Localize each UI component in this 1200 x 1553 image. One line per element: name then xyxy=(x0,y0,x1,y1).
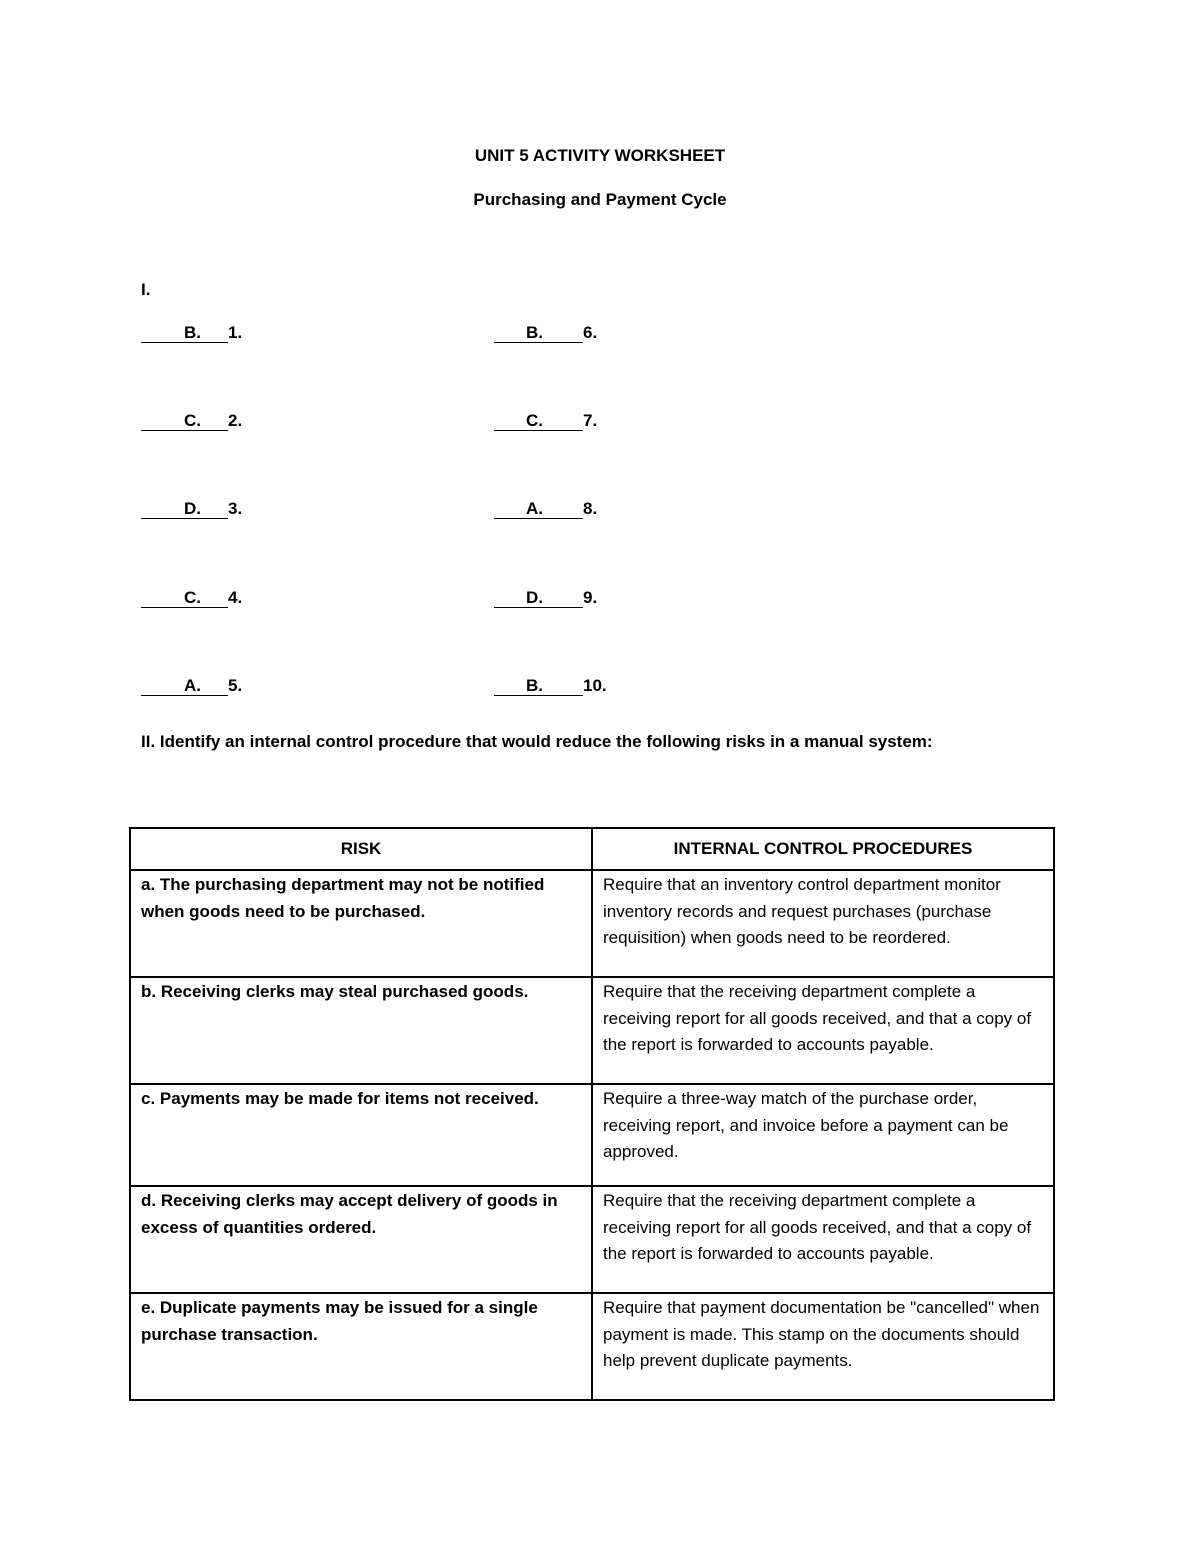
answer-value: C. xyxy=(184,588,201,607)
question-number: 9. xyxy=(583,588,598,607)
risk-control-table xyxy=(129,827,1055,1401)
control-cell[interactable]: Require that payment documentation be "cancelled" when payment is made. This stamp on the documents should help prevent duplicate payments. xyxy=(592,1293,1054,1400)
question-number: 7. xyxy=(583,411,598,430)
answer-blank[interactable] xyxy=(494,324,583,343)
answer-value: D. xyxy=(184,499,201,518)
answer-item-4 xyxy=(141,587,242,609)
answer-item-10 xyxy=(494,675,607,697)
table-row xyxy=(130,977,1054,1084)
section-2-label: II. Identify an internal control procedure that would reduce the following risks in a manual system: xyxy=(141,732,933,751)
worksheet-subtitle: Purchasing and Payment Cycle xyxy=(473,190,727,209)
table-row xyxy=(130,1293,1054,1400)
answer-item-7 xyxy=(494,410,597,432)
answer-value: B. xyxy=(526,323,543,342)
control-cell[interactable]: Require that an inventory control department monitor inventory records and request purchases (purchase requisition) when goods need to be reordered. xyxy=(592,870,1054,977)
answer-blank[interactable] xyxy=(141,500,228,519)
column-header-control: INTERNAL CONTROL PROCEDURES xyxy=(592,828,1054,870)
worksheet-title: UNIT 5 ACTIVITY WORKSHEET xyxy=(474,146,726,165)
answer-item-1 xyxy=(141,322,242,344)
answer-value: A. xyxy=(184,676,201,695)
table-header-row xyxy=(130,828,1054,870)
answer-value: C. xyxy=(184,411,201,430)
question-number: 4. xyxy=(228,588,243,607)
question-number: 8. xyxy=(583,499,598,518)
control-cell[interactable]: Require a three-way match of the purchase order, receiving report, and invoice before a payment can be approved. xyxy=(592,1084,1054,1186)
answer-value: B. xyxy=(526,676,543,695)
risk-cell: e. Duplicate payments may be issued for a single purchase transaction. xyxy=(130,1293,592,1400)
answer-blank[interactable] xyxy=(141,324,228,343)
control-cell[interactable]: Require that the receiving department complete a receiving report for all goods received, and that a copy of the report is forwarded to accounts payable. xyxy=(592,977,1054,1084)
answer-item-8 xyxy=(494,498,597,520)
risk-cell: a. The purchasing department may not be notified when goods need to be purchased. xyxy=(130,870,592,977)
answer-item-9 xyxy=(494,587,597,609)
question-number: 10. xyxy=(583,676,607,695)
table-row xyxy=(130,870,1054,977)
table-row xyxy=(130,1186,1054,1293)
answer-blank[interactable] xyxy=(141,677,228,696)
answer-item-2 xyxy=(141,410,242,432)
column-header-risk: RISK xyxy=(130,828,592,870)
risk-cell: d. Receiving clerks may accept delivery of goods in excess of quantities ordered. xyxy=(130,1186,592,1293)
question-number: 1. xyxy=(228,323,243,342)
control-cell[interactable]: Require that the receiving department complete a receiving report for all goods received, and that a copy of the report is forwarded to accounts payable. xyxy=(592,1186,1054,1293)
table-row xyxy=(130,1084,1054,1186)
answer-blank[interactable] xyxy=(494,412,583,431)
question-number: 3. xyxy=(228,499,243,518)
answer-blank[interactable] xyxy=(494,677,583,696)
answer-value: D. xyxy=(526,588,543,607)
question-number: 6. xyxy=(583,323,598,342)
risk-cell: b. Receiving clerks may steal purchased goods. xyxy=(130,977,592,1084)
answer-value: C. xyxy=(526,411,543,430)
answer-blank[interactable] xyxy=(494,500,583,519)
answer-blank[interactable] xyxy=(141,412,228,431)
answer-value: A. xyxy=(526,499,543,518)
answer-item-6 xyxy=(494,322,597,344)
section-1-label: I. xyxy=(141,280,151,299)
risk-cell: c. Payments may be made for items not received. xyxy=(130,1084,592,1186)
answer-blank[interactable] xyxy=(494,589,583,608)
answer-item-3 xyxy=(141,498,242,520)
question-number: 2. xyxy=(228,411,243,430)
question-number: 5. xyxy=(228,676,243,695)
answer-value: B. xyxy=(184,323,201,342)
answer-item-5 xyxy=(141,675,242,697)
answer-blank[interactable] xyxy=(141,589,228,608)
